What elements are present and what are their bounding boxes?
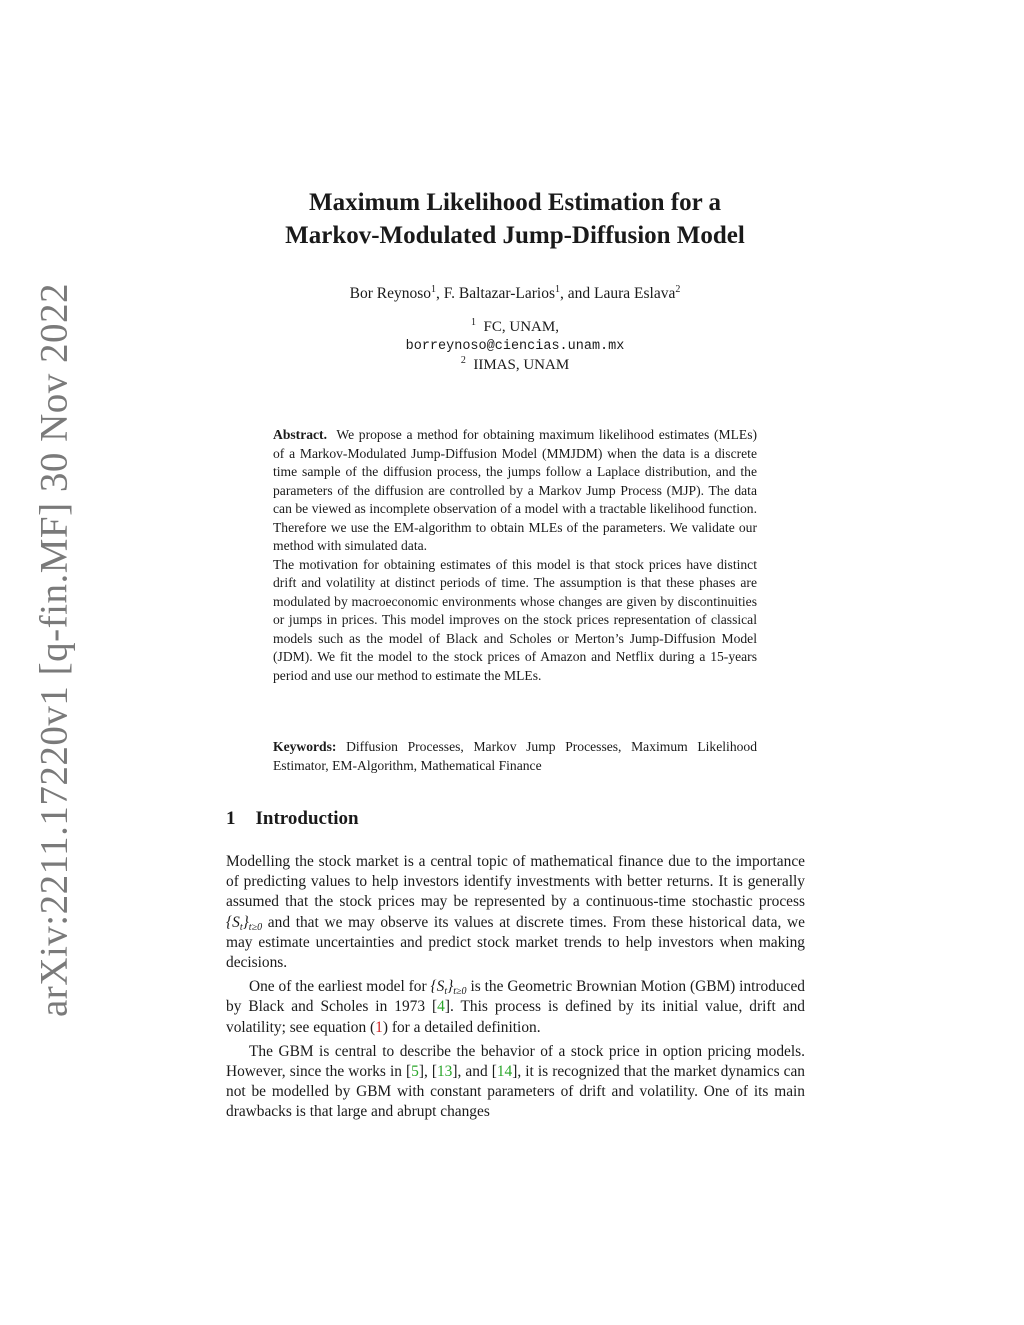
text-run: ], and [ xyxy=(452,1063,497,1081)
abstract-label: Abstract. xyxy=(273,427,327,442)
abstract-paragraph-1 xyxy=(273,426,757,556)
math-text: {S xyxy=(430,978,445,996)
equation-reference-link[interactable]: 1 xyxy=(375,1018,383,1036)
citation-link[interactable]: 4 xyxy=(437,998,445,1016)
text-run: ) for a detailed definition. xyxy=(382,1018,541,1036)
author-affiliation-mark: 2 xyxy=(675,284,681,295)
author-affiliation-mark: 1 xyxy=(554,284,560,295)
text-run: ], [ xyxy=(418,1063,437,1081)
paper-title xyxy=(215,186,815,252)
affiliation-name: IIMAS, UNAM xyxy=(473,357,570,373)
math-text: {S xyxy=(226,913,240,931)
body-paragraph-2 xyxy=(226,977,805,1038)
keywords-text: Diffusion Processes, Markov Jump Processes, Maximum Likelihood Estimator, EM-Algorithm, Mathematical Finance xyxy=(273,739,758,773)
text-run: ]. This process is defined by its initial value, drift and volatility; see equation ( xyxy=(226,998,805,1036)
affiliation-mark: 2 xyxy=(460,355,466,366)
author-list xyxy=(215,285,815,303)
title-line-2: Markov-Modulated Jump-Diffusion Model xyxy=(285,222,745,249)
section-title: Introduction xyxy=(255,808,359,829)
body-paragraph-3 xyxy=(226,1042,805,1123)
affiliation-1 xyxy=(215,318,815,337)
math-text: } xyxy=(242,913,249,931)
math-inline xyxy=(430,978,467,998)
text-run: is the Geometric Brownian Motion (GBM) introduced by Black and Scholes in 1973 [ xyxy=(226,978,805,1016)
section-number: 1 xyxy=(226,808,236,829)
keywords-label: Keywords: xyxy=(273,739,337,754)
math-subscript: t xyxy=(239,921,243,933)
text-run: The GBM is central to describe the behavior of a stock price in option pricing models. However, since the works in [ xyxy=(226,1042,805,1081)
affiliations xyxy=(215,318,815,375)
author-affiliation-mark: 1 xyxy=(431,284,437,295)
section-heading xyxy=(226,808,359,830)
math-subscript: t≥0 xyxy=(453,986,467,998)
text-run: ], it is recognized that the market dynamics can not be modelled by GBM with constant parameters of drift and volatility. One of its main drawbacks is that large and abrupt changes xyxy=(226,1063,805,1121)
citation-link[interactable]: 14 xyxy=(496,1063,513,1081)
author-email[interactable]: borreynoso@ciencias.unam.mx xyxy=(405,339,625,354)
author-name: Laura Eslava xyxy=(594,285,676,302)
author-name: Bor Reynoso xyxy=(349,285,432,302)
citation-link[interactable]: 13 xyxy=(436,1063,453,1081)
author-name: F. Baltazar-Larios xyxy=(443,285,555,302)
arxiv-stamp xyxy=(0,0,90,1325)
affiliation-name: FC, UNAM, xyxy=(483,319,559,335)
title-line-1: Maximum Likelihood Estimation for a xyxy=(308,189,722,216)
text-run: Modelling the stock market is a central topic of mathematical finance due to the importance of predicting values to help investors identify investments with better returns. It is generally assumed that the stock prices may be represented by a continuous-time stochastic process xyxy=(226,853,805,911)
abstract xyxy=(273,426,757,685)
text-run: and that we may observe its values at discrete times. From these historical data, we may estimate uncertainties and predict stock market trends to help investors when making decisions. xyxy=(226,913,805,972)
arxiv-identifier: arXiv:2211.17220v1 [q-fin.MF] 30 Nov 2022 xyxy=(32,282,76,1018)
body-paragraph-1 xyxy=(226,852,805,973)
keywords xyxy=(273,738,757,775)
affiliation-2 xyxy=(215,356,815,375)
math-inline xyxy=(226,914,262,931)
author-separator: , and xyxy=(559,285,594,302)
text-run: One of the earliest model for xyxy=(249,978,431,996)
affiliation-mark: 1 xyxy=(471,317,477,328)
abstract-text: We propose a method for obtaining maximum likelihood estimates (MLEs) of a Markov-Modulated Jump-Diffusion Model (MMJDM) when the data is a discrete time sample of the diffusion process, the jumps follow a Laplace distribution, and the parameters of the diffusion are controlled by a Markov Jump Process (MJP). The data can be viewed as incomplete observation of a model with a tractable likelihood function. Therefore we use the EM-algorithm to obtain MLEs of the parameters. We validate our method with simulated data. xyxy=(273,427,758,553)
math-subscript: t≥0 xyxy=(248,921,263,933)
math-text: } xyxy=(447,978,454,996)
citation-link[interactable]: 5 xyxy=(411,1063,419,1081)
math-subscript: t xyxy=(444,986,448,998)
section-body xyxy=(226,852,805,1123)
author-separator: , xyxy=(436,285,444,302)
abstract-paragraph-2: The motivation for obtaining estimates of this model is that stock prices have distinct drift and volatility at distinct periods of time. The assumption is that these phases are modulated by macroeconomic environments whose changes are given by discontinuities or jumps in prices. This model improves on the stock prices representation of classical models such as the model of Black and Scholes or Merton’s Jump-Diffusion Model (JDM). We fit the model to the stock prices of Amazon and Netflix during a 15-years period and use our method to estimate the MLEs. xyxy=(273,556,757,683)
